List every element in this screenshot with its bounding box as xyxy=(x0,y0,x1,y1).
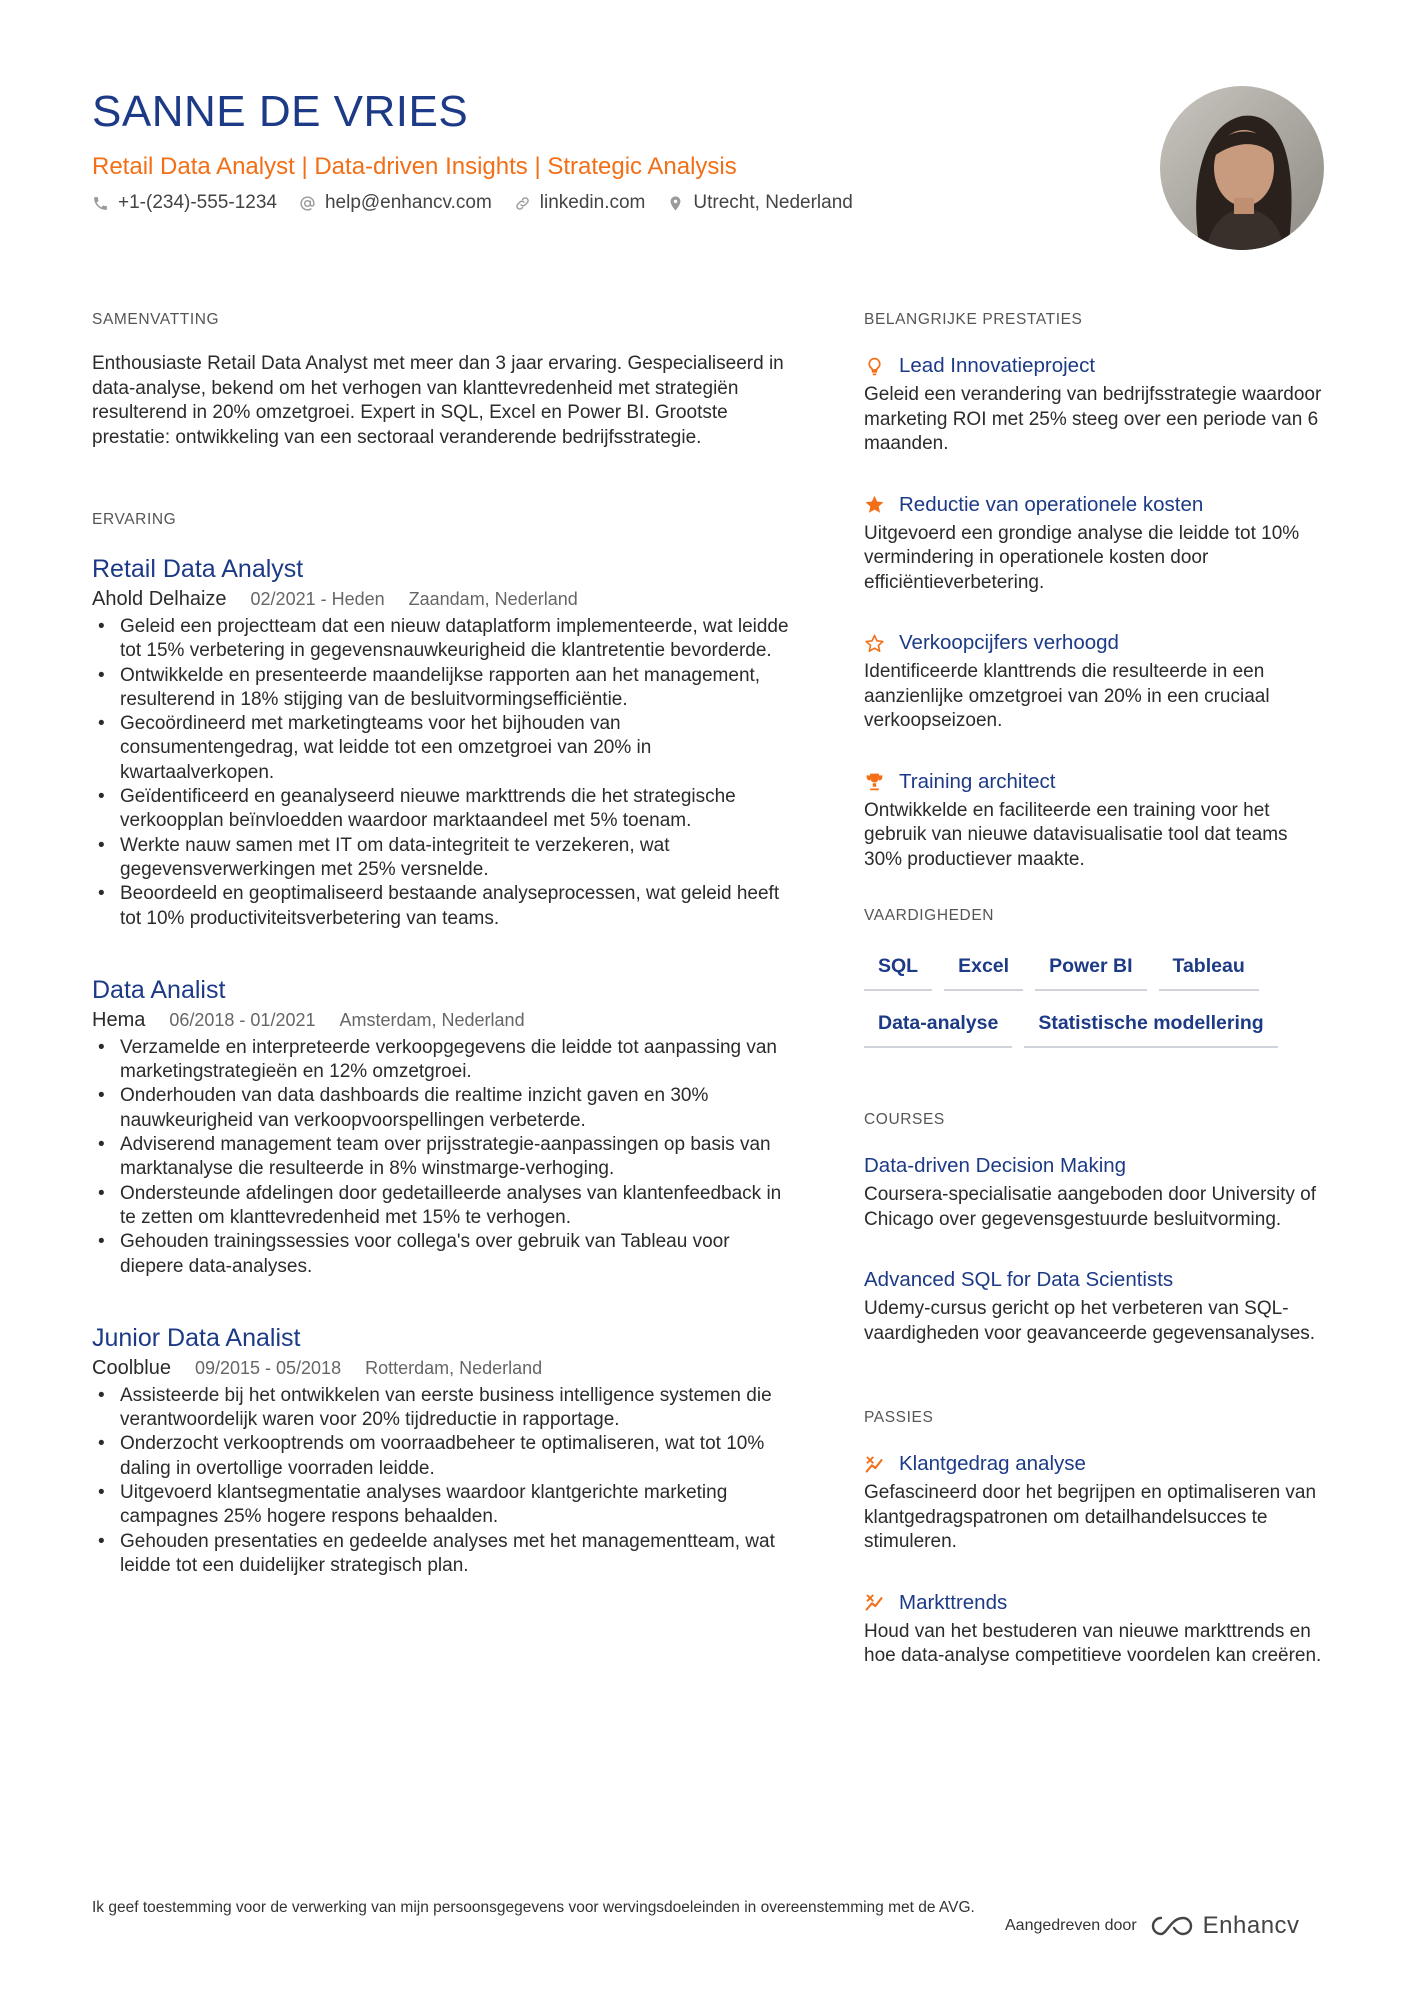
infinity-logo-icon xyxy=(1149,1914,1195,1938)
consent-footer: Ik geef toestemming voor de verwerking van mijn persoonsgegevens voor wervingsdoeleinden in overeenstemming met de AVG. xyxy=(92,1899,975,1916)
experience-heading: ERVARING xyxy=(92,511,177,528)
linkedin-text: linkedin.com xyxy=(539,192,646,213)
job-bullet: • Assisteerde bij het ontwikkelen van eerste business intelligence systemen die verantwoordelijk waren voor 20% tijdreductie in rapportage. xyxy=(92,1384,792,1433)
achievement-desc: Ontwikkelde en faciliteerde een training voor het gebruik van nieuwe datavisualisatie tool dat teams 30% productiever maakte. xyxy=(864,799,1288,870)
candidate-name: SANNE DE VRIES xyxy=(92,87,469,136)
achievement-desc: Uitgevoerd een grondige analyse die leidde tot 10% vermindering in operationele kosten door efficiëntieverbetering. xyxy=(864,522,1300,593)
skill-tag: SQL xyxy=(864,948,932,991)
job-bullet: • Gecoördineerd met marketingteams voor het bijhouden van consumentengedrag, wat leidde tot een omzetgroei van 20% in kwartaalverkopen. xyxy=(92,712,792,785)
courses-heading: COURSES xyxy=(864,1111,945,1128)
right-column xyxy=(864,310,1324,1703)
passion-item xyxy=(864,1450,1324,1555)
job-bullet: • Onderzocht verkooptrends om voorraadbeheer te optimaliseren, wat tot 10% daling in overtollige voorraden leidde. xyxy=(92,1432,792,1481)
job-bullet: • Adviserend management team over prijsstrategie-aanpassingen op basis van marktanalyse die resulteerde in 8% winstmarge-verhoging. xyxy=(92,1133,792,1182)
job-dates: 02/2021 - Heden xyxy=(250,589,385,609)
achievement-item xyxy=(864,491,1324,596)
achievement-item xyxy=(864,352,1324,457)
achievement-desc: Identificeerde klanttrends die resulteerde in een aanzienlijke omzetgroei van 20% in een cruciaal verkoopseizoen. xyxy=(864,661,1270,731)
job-bullet: • Geïdentificeerd en geanalyseerd nieuwe markttrends die het strategische verkoopplan beïnvloedden waardoor marktaandeel met 5% toenam. xyxy=(92,785,792,834)
job-title: Retail Data Analyst xyxy=(92,555,304,583)
job-bullets xyxy=(92,1384,792,1578)
job-bullet: • Gehouden presentaties en gedeelde analyses met het managementteam, wat leidde tot een duidelijker strategisch plan. xyxy=(92,1530,792,1579)
summary-heading: SAMENVATTING xyxy=(92,311,220,328)
skills-heading: VAARDIGHEDEN xyxy=(864,907,995,924)
email-text: help@enhancv.com xyxy=(324,192,492,213)
job-meta xyxy=(92,1008,792,1032)
candidate-subtitle: Retail Data Analyst | Data-driven Insights | Strategic Analysis xyxy=(92,153,737,180)
course-desc: Udemy-cursus gericht op het verbeteren van SQL-vaardigheden voor geavanceerde gegevensanalyses. xyxy=(864,1298,1316,1344)
job-entry xyxy=(92,554,792,931)
course-title: Data-driven Decision Making xyxy=(864,1154,1127,1177)
at-icon xyxy=(299,195,316,212)
left-column xyxy=(92,310,792,1578)
job-bullet: • Ontwikkelde en presenteerde maandelijkse rapporten aan het management, resulterend in 18% stijging van de besluitvormingsefficiëntie. xyxy=(92,664,792,713)
course-desc: Coursera-specialisatie aangeboden door University of Chicago over gegevensgestuurde besluitvorming. xyxy=(864,1184,1317,1230)
job-bullet: • Verzamelde en interpreteerde verkoopgegevens die leidde tot aanpassing van marketingstrategieën en 12% omzetgroei. xyxy=(92,1036,792,1085)
passion-title: Klantgedrag analyse xyxy=(899,1452,1086,1475)
brand-name: Enhancv xyxy=(1202,1912,1300,1939)
powered-by-label: Aangedreven door xyxy=(1005,1917,1137,1934)
location-text: Utrecht, Nederland xyxy=(693,192,853,213)
course-item xyxy=(864,1266,1324,1346)
lightbulb-icon xyxy=(864,356,885,377)
powered-by[interactable] xyxy=(1005,1912,1300,1940)
course-item xyxy=(864,1152,1324,1232)
job-title: Data Analist xyxy=(92,975,226,1004)
job-bullet: • Onderhouden van data dashboards die realtime inzicht gaven en 30% nauwkeurigheid van verkoopvoorspellingen verbeterde. xyxy=(92,1084,792,1133)
achievement-title: Lead Innovatieproject xyxy=(899,354,1096,377)
achievement-title: Training architect xyxy=(899,769,1056,793)
phone-icon xyxy=(92,195,109,212)
contact-location xyxy=(667,190,852,216)
skill-tag: Power BI xyxy=(1035,948,1146,991)
passions-heading: PASSIES xyxy=(864,1409,934,1426)
achievements-list xyxy=(864,352,1324,872)
passions-list xyxy=(864,1450,1324,1669)
job-bullet: • Ondersteunde afdelingen door gedetailleerde analyses van klantenfeedback in te zetten om klanttevredenheid met 15% te verhogen. xyxy=(92,1182,792,1231)
passion-title: Markttrends xyxy=(899,1590,1008,1614)
achievement-desc: Geleid een verandering van bedrijfsstrategie waardoor marketing ROI met 25% steeg over een periode van 6 maanden. xyxy=(864,384,1322,454)
job-bullets xyxy=(92,615,792,931)
skill-tag: Statistische modellering xyxy=(1024,1005,1277,1048)
job-bullet: • Werkte nauw samen met IT om data-integriteit te verzekeren, wat gegevensverwerkingen met 25% versnelde. xyxy=(92,834,792,883)
star-filled-icon xyxy=(864,494,885,515)
passion-item xyxy=(864,1589,1324,1669)
job-bullets xyxy=(92,1036,792,1279)
achievements-heading: BELANGRIJKE PRESTATIES xyxy=(864,311,1083,328)
achievement-title: Verkoopcijfers verhoogd xyxy=(899,631,1119,654)
job-bullet: • Beoordeeld en geoptimaliseerd bestaande analyseprocessen, wat geleid heeft tot 10% productiviteitsverbetering van teams. xyxy=(92,882,792,931)
profile-photo xyxy=(1160,86,1324,250)
job-bullet: • Geleid een projectteam dat een nieuw dataplatform implementeerde, wat leidde tot 15% verbetering in gegevensnauwkeurigheid die klantretentie bevorderde. xyxy=(92,615,792,664)
job-dates: 06/2018 - 01/2021 xyxy=(169,1009,316,1030)
brand-logo[interactable] xyxy=(1149,1912,1300,1940)
skill-tag: Excel xyxy=(944,948,1023,991)
chart-icon xyxy=(864,1592,885,1613)
job-location: Amsterdam, Nederland xyxy=(339,1009,525,1030)
job-company: Hema xyxy=(92,1008,146,1031)
contact-bar xyxy=(92,190,1152,216)
skills-list xyxy=(864,948,1324,1048)
contact-email[interactable] xyxy=(299,190,492,216)
job-bullet: • Gehouden trainingssessies voor collega's over gebruik van Tableau voor diepere data-analyses. xyxy=(92,1230,792,1279)
resume-header xyxy=(92,84,1152,216)
achievement-item xyxy=(864,629,1324,734)
location-pin-icon xyxy=(667,195,684,212)
skill-tag: Data-analyse xyxy=(864,1005,1012,1048)
job-bullet: • Uitgevoerd klantsegmentatie analyses waardoor klantgerichte marketing campagnes 25% hogere respons behaalden. xyxy=(92,1481,792,1530)
job-entry xyxy=(92,975,792,1279)
contact-linkedin[interactable] xyxy=(514,190,646,216)
job-meta xyxy=(92,1356,792,1380)
passion-desc: Gefascineerd door het begrijpen en optimaliseren van klantgedragspatronen om detailhandelsucces te stimuleren. xyxy=(864,1482,1317,1552)
phone-text: +1-(234)-555-1234 xyxy=(118,192,277,213)
contact-phone[interactable] xyxy=(92,190,277,216)
job-title: Junior Data Analist xyxy=(92,1323,301,1352)
course-title: Advanced SQL for Data Scientists xyxy=(864,1268,1174,1291)
trophy-icon xyxy=(864,771,885,792)
job-meta xyxy=(92,587,792,611)
achievement-item xyxy=(864,768,1324,873)
link-icon xyxy=(514,195,531,212)
summary-text: Enthousiaste Retail Data Analyst met meer dan 3 jaar ervaring. Gespecialiseerd in data-analyse, bekend om het verhogen van klanttevredenheid met strategiën resulterend in 20% omzetgroei. Expert in SQL, Excel en Power BI. Grootste prestatie: ontwikkeling van een sectoraal veranderende bedrijfsstrategie. xyxy=(92,353,784,448)
skill-tag: Tableau xyxy=(1159,948,1259,991)
job-location: Zaandam, Nederland xyxy=(408,589,578,609)
job-company: Ahold Delhaize xyxy=(92,588,227,610)
job-location: Rotterdam, Nederland xyxy=(365,1357,543,1378)
job-dates: 09/2015 - 05/2018 xyxy=(194,1357,342,1378)
chart-icon xyxy=(864,1454,885,1475)
achievement-title: Reductie van operationele kosten xyxy=(899,492,1204,516)
job-company: Coolblue xyxy=(92,1356,171,1379)
passion-desc: Houd van het bestuderen van nieuwe markttrends en hoe data-analyse competitieve voordelen kan creëren. xyxy=(864,1620,1322,1666)
star-outline-icon xyxy=(864,633,885,654)
job-entry xyxy=(92,1323,792,1578)
